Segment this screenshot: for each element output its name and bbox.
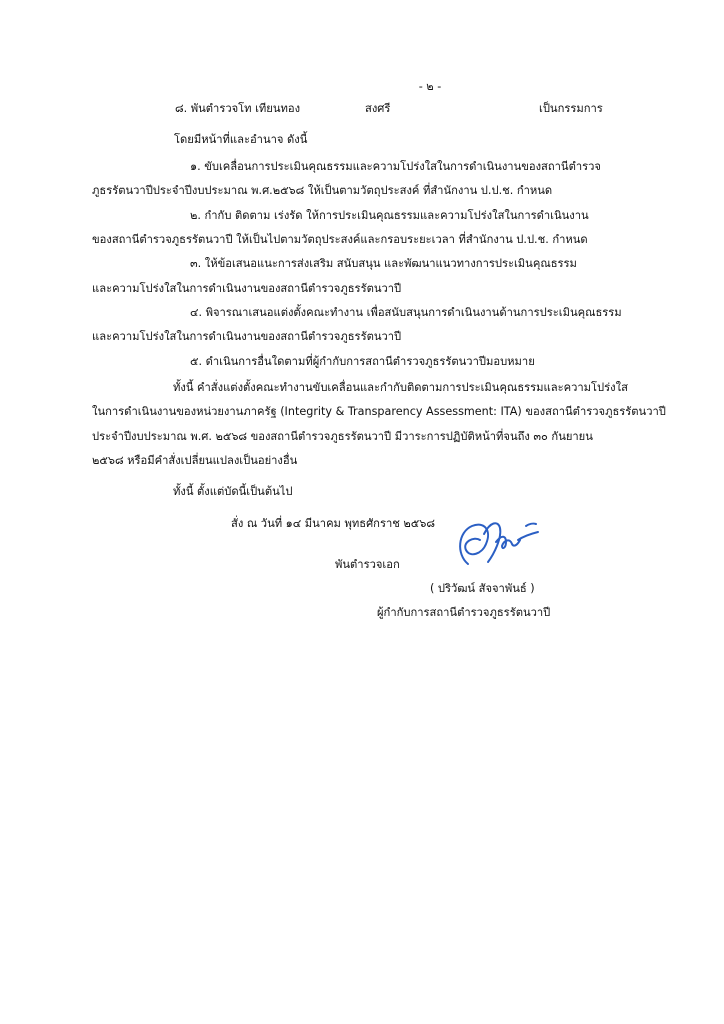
order-paragraph-line-4: ๒๕๖๘ หรือมีคำสั่งเปลี่ยนแปลงเป็นอย่างอื่น xyxy=(92,454,298,467)
signer-name: ( ปริวัฒน์ สัจจาพันธ์ ) xyxy=(430,582,535,595)
handwritten-signature xyxy=(446,514,546,570)
member-surname: สงศรี xyxy=(365,102,391,115)
signer-position: ผู้กำกับการสถานีตำรวจภูธรรัตนวาปี xyxy=(377,606,551,619)
duty-item-4-continuation: และความโปร่งใสในการดำเนินงานของสถานีตำรวจภูธรรัตนวาปี xyxy=(92,330,402,343)
duty-item-4: ๔. พิจารณาเสนอแต่งตั้งคณะทำงาน เพื่อสนับสนุนการดำเนินงานด้านการประเมินคุณธรรม xyxy=(190,306,622,319)
member-name: ๘. พันตำรวจโท เทียนทอง xyxy=(175,102,301,115)
duty-item-3-continuation: และความโปร่งใสในการดำเนินงานของสถานีตำรวจภูธรรัตนวาปี xyxy=(92,282,402,295)
duty-item-1: ๑. ขับเคลื่อนการประเมินคุณธรรมและความโปร่งใสในการดำเนินงานของสถานีตำรวจ xyxy=(190,160,601,173)
page-number: - ๒ - xyxy=(418,80,442,93)
duty-item-5: ๕. ดำเนินการอื่นใดตามที่ผู้กำกับการสถานีตำรวจภูธรรัตนวาปีมอบหมาย xyxy=(190,355,535,368)
duty-item-2: ๒. กำกับ ติดตาม เร่งรัด ให้การประเมินคุณธรรมและความโปร่งใสในการดำเนินงาน xyxy=(190,209,589,222)
duty-item-1-continuation: ภูธรรัตนวาปีประจำปีงบประมาณ พ.ศ.๒๕๖๘ ให้เป็นตามวัตถุประสงค์ ที่สำนักงาน ป.ป.ช. กำหนด xyxy=(92,184,553,197)
signer-rank: พันตำรวจเอก xyxy=(335,558,400,571)
duty-item-2-continuation: ของสถานีตำรวจภูธรรัตนวาปี ให้เป็นไปตามวัตถุประสงค์และกรอบระยะเวลา ที่สำนักงาน ป.ป.ช. กำหนด xyxy=(92,233,588,246)
effective-statement: ทั้งนี้ ตั้งแต่บัดนี้เป็นต้นไป xyxy=(173,485,293,498)
duty-item-3: ๓. ให้ข้อเสนอแนะการส่งเสริม สนับสนุน และพัฒนาแนวทางการประเมินคุณธรรม xyxy=(190,257,577,270)
committee-member-line xyxy=(175,101,615,117)
duties-heading: โดยมีหน้าที่และอำนาจ ดังนี้ xyxy=(174,133,308,146)
order-paragraph-line-2: ในการดำเนินงานของหน่วยงานภาครัฐ (Integrity & Transparency Assessment: ITA) ของสถานีตำรวจภูธรรัตนวาปี xyxy=(92,405,666,418)
member-role: เป็นกรรมการ xyxy=(539,102,603,115)
order-paragraph-line-1: ทั้งนี้ คำสั่งแต่งตั้งคณะทำงานขับเคลื่อนและกำกับติดตามการประเมินคุณธรรมและความโปร่งใส xyxy=(173,381,628,394)
order-date: สั่ง ณ วันที่ ๑๔ มีนาคม พุทธศักราช ๒๕๖๘ xyxy=(231,517,435,530)
order-paragraph-line-3: ประจำปีงบประมาณ พ.ศ. ๒๕๖๘ ของสถานีตำรวจภูธรรัตนวาปี มีวาระการปฏิบัติหน้าที่จนถึง ๓๐ กันยายน xyxy=(92,430,593,443)
